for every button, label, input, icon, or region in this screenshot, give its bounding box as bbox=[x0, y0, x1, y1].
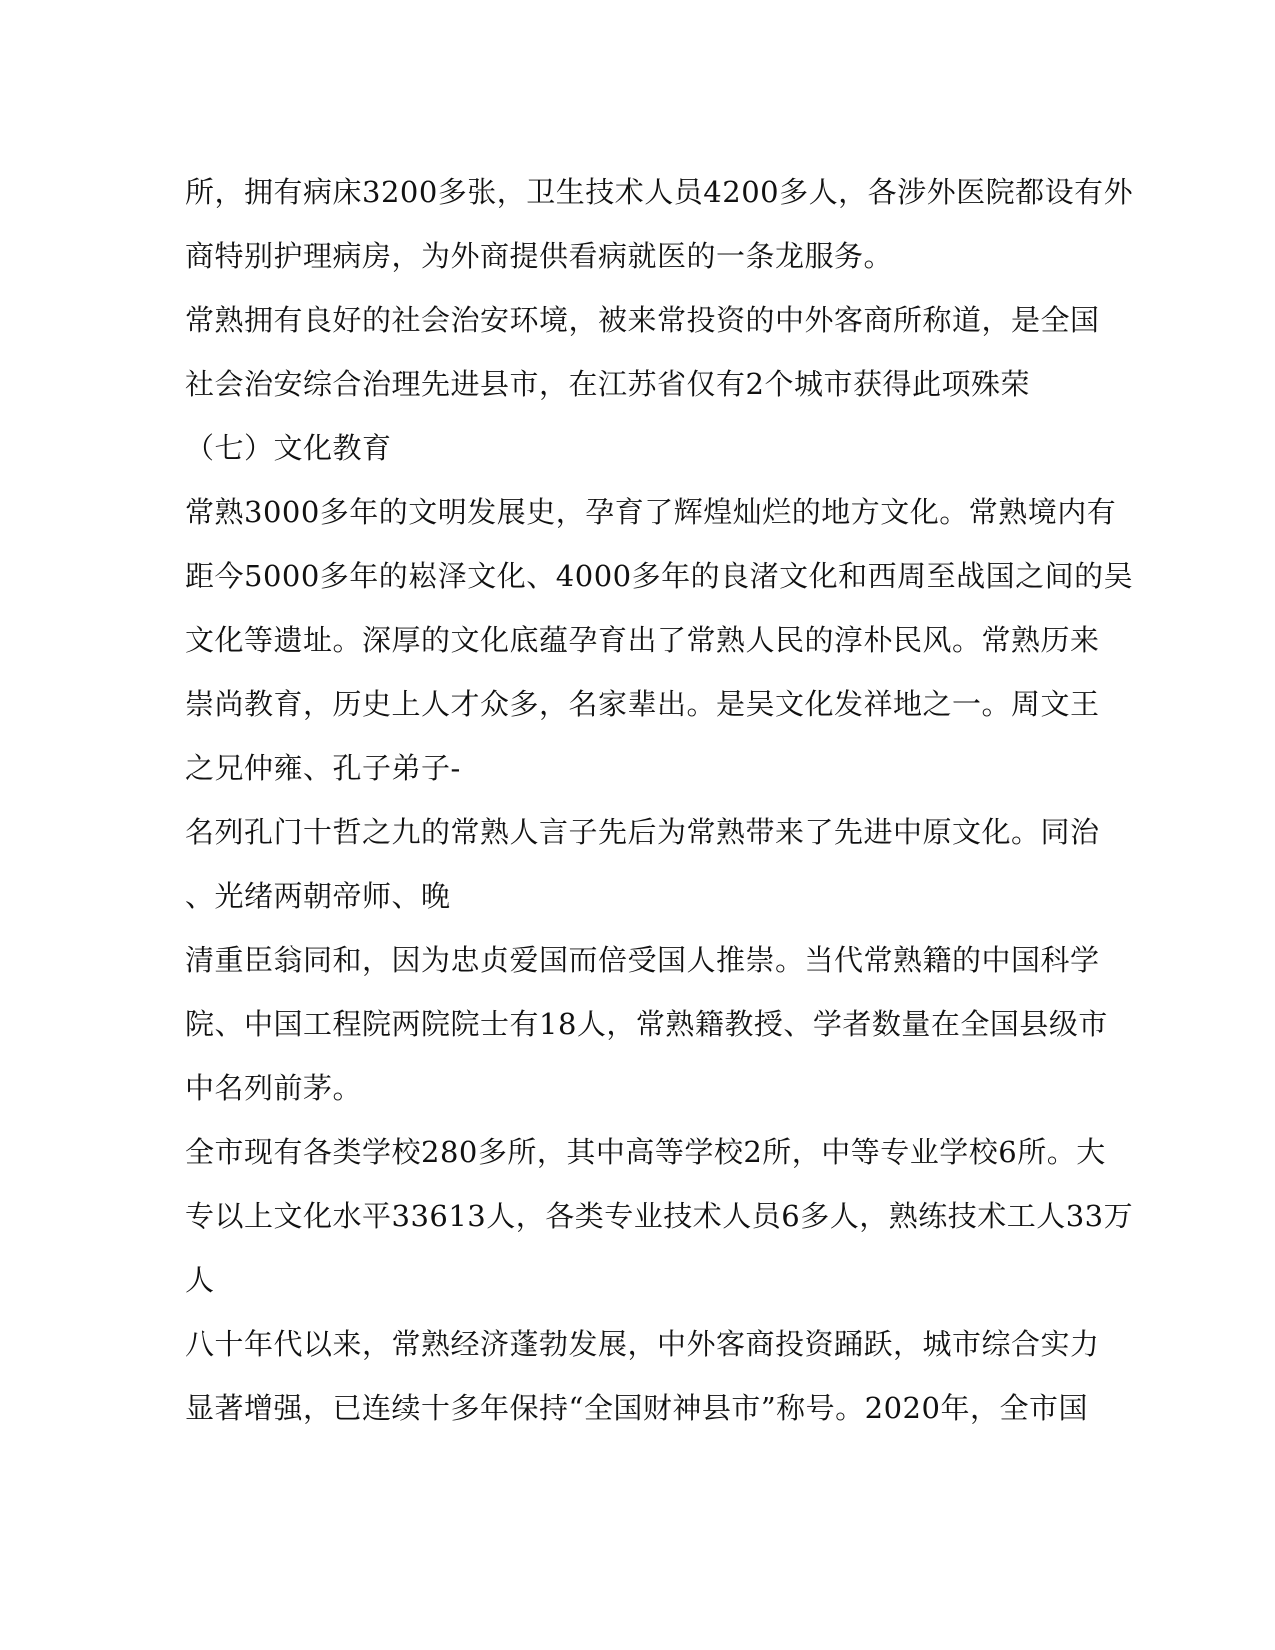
text-line: 常熟拥有良好的社会治安环境，被来常投资的中外客商所称道，是全国 bbox=[185, 303, 1100, 337]
text-line: 八十年代以来，常熟经济蓬勃发展，中外客商投资踊跃，城市综合实力 bbox=[185, 1327, 1100, 1361]
text-line: 崇尚教育，历史上人才众多，名家辈出。是吴文化发祥地之一。周文王 bbox=[185, 687, 1100, 721]
text-line: 院、中国工程院两院院士有18人，常熟籍教授、学者数量在全国县级市 bbox=[185, 1007, 1108, 1041]
text-line: 所，拥有病床3200多张，卫生技术人员4200多人，各涉外医院都设有外 bbox=[185, 175, 1134, 209]
text-line: 中名列前茅。 bbox=[185, 1071, 363, 1105]
text-line: 专以上文化水平33613人，各类专业技术人员6多人，熟练技术工人33万 bbox=[185, 1199, 1134, 1233]
text-line: 人 bbox=[185, 1263, 215, 1297]
text-line: 常熟3000多年的文明发展史，孕育了辉煌灿烂的地方文化。常熟境内有 bbox=[185, 495, 1117, 529]
text-line: 商特别护理病房，为外商提供看病就医的一条龙服务。 bbox=[185, 239, 894, 273]
text-line: 社会治安综合治理先进县市，在江苏省仅有2个城市获得此项殊荣 bbox=[185, 367, 1030, 401]
text-line: 显著增强，已连续十多年保持“全国财神县市”称号。2020年，全市国 bbox=[185, 1391, 1088, 1425]
text-line: 全市现有各类学校280多所，其中高等学校2所，中等专业学校6所。大 bbox=[185, 1135, 1106, 1169]
text-line: 文化等遗址。深厚的文化底蕴孕育出了常熟人民的淳朴民风。常熟历来 bbox=[185, 623, 1100, 657]
text-line: 、光绪两朝帝师、晚 bbox=[185, 879, 451, 913]
section-heading: （七）文化教育 bbox=[185, 431, 392, 465]
text-line: 名列孔门十哲之九的常熟人言子先后为常熟带来了先进中原文化。同治 bbox=[185, 815, 1100, 849]
text-line: 清重臣翁同和，因为忠贞爱国而倍受国人推崇。当代常熟籍的中国科学 bbox=[185, 943, 1100, 977]
text-line: 距今5000多年的崧泽文化、4000多年的良渚文化和西周至战国之间的吴 bbox=[185, 559, 1134, 593]
body-text bbox=[185, 160, 1134, 1440]
text-line: 之兄仲雍、孔子弟子- bbox=[185, 751, 461, 785]
